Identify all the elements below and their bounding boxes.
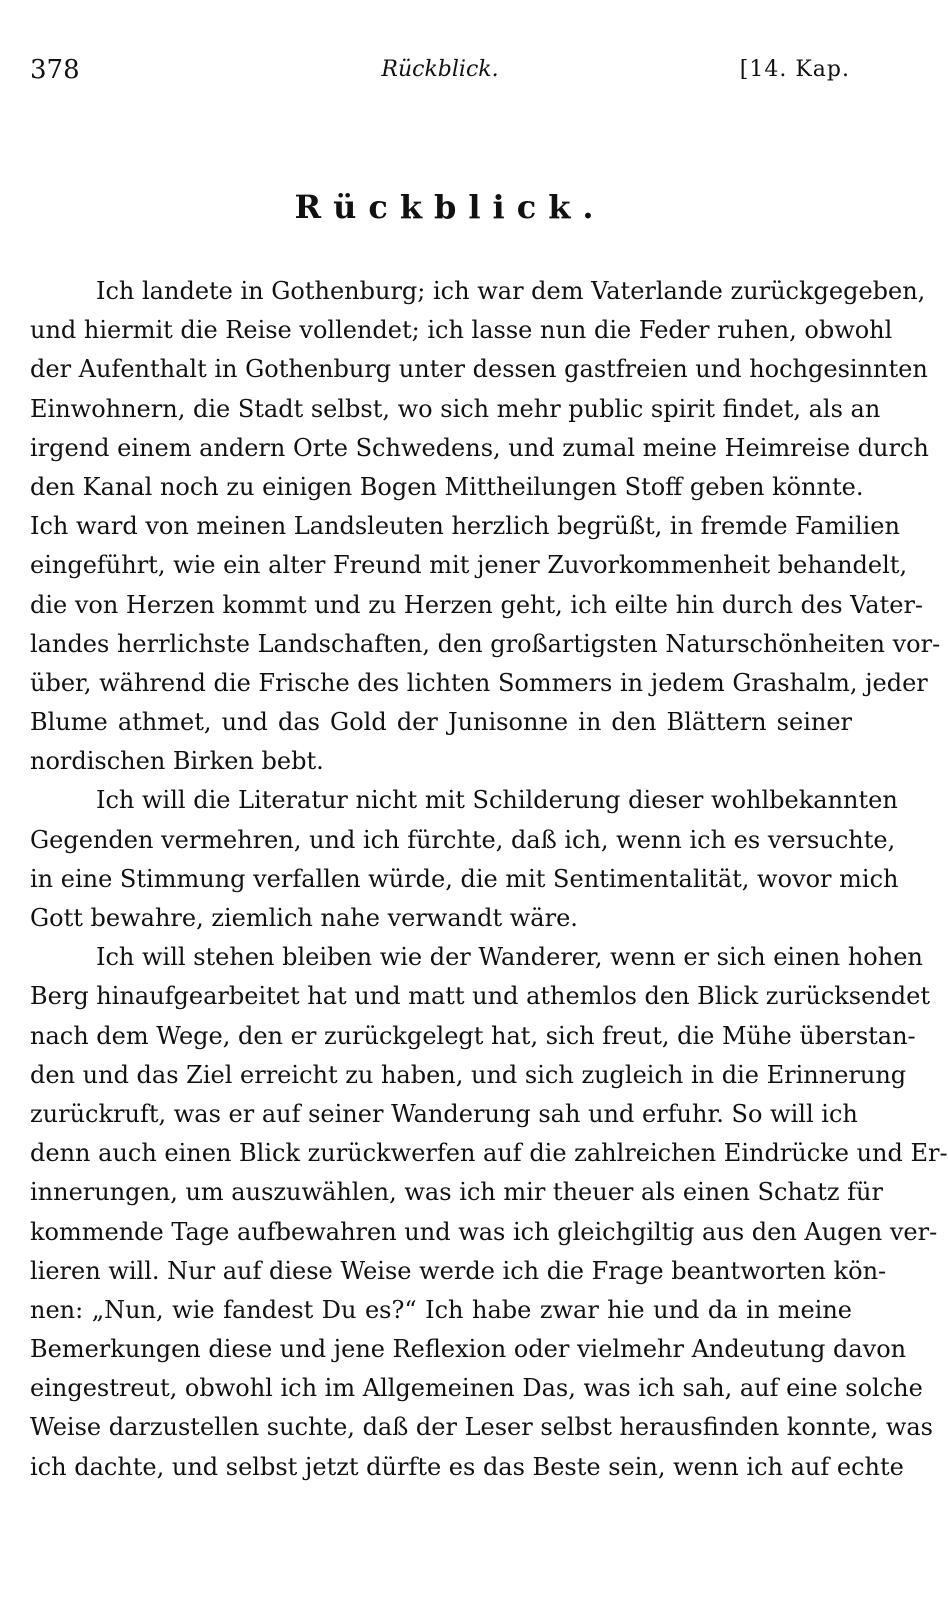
page-number: 378 (30, 55, 80, 85)
text-line: Gott bewahre, ziemlich nahe verwandt wäre. (30, 904, 578, 932)
text-line: kommende Tage aufbewahren und was ich gleichgiltig aus den Augen ver- (30, 1217, 938, 1246)
text-line: der Aufenthalt in Gothenburg unter dessen gastfreien und hochgesinnten (30, 355, 928, 384)
running-title: Rückblick. (381, 57, 499, 82)
text-line: und hiermit die Reise vollendet; ich lasse nun die Feder ruhen, obwohl (30, 316, 893, 345)
text-line: innerungen, um auszuwählen, was ich mir theuer als einen Schatz für (30, 1178, 883, 1207)
text-line: nordischen Birken bebt. (30, 747, 324, 776)
text-line: Bemerkungen diese und jene Reflexion oder vielmehr Andeutung davon (30, 1335, 907, 1364)
text-line: Berg hinaufgearbeitet hat und matt und athemlos den Blick zurücksendet (30, 982, 930, 1011)
text-line: Ich landete in Gothenburg; ich war dem Vaterlande zurückgegeben, (96, 277, 926, 305)
text-line: über, während die Frische des lichten Sommers in jedem Grashalm, jeder (30, 668, 928, 697)
text-line: zurückruft, was er auf seiner Wanderung sah und erfuhr. So will ich (30, 1099, 858, 1128)
text-line: landes herrlichste Landschaften, den großartigsten Naturschönheiten vor- (30, 629, 941, 658)
text-line: Gegenden vermehren, und ich fürchte, daß ich, wenn ich es versuchte, (30, 825, 896, 854)
text-line: irgend einem andern Orte Schwedens, und zumal meine Heimreise durch (30, 433, 929, 462)
text-line: nach dem Wege, den er zurückgelegt hat, sich freut, die Mühe überstan- (30, 1021, 916, 1050)
text-line: eingestreut, obwohl ich im Allgemeinen Das, was ich sah, auf eine solche (30, 1374, 923, 1403)
text-line: lieren will. Nur auf diese Weise werde ich die Frage beantworten kön- (30, 1256, 887, 1285)
text-line: den und das Ziel erreicht zu haben, und sich zugleich in die Erinnerung (30, 1060, 907, 1089)
text-line: Ich will die Literatur nicht mit Schilderung dieser wohlbekannten (96, 786, 898, 815)
text-line: in eine Stimmung verfallen würde, die mit Sentimentalität, wovor mich (30, 864, 899, 893)
text-line: denn auch einen Blick zurückwerfen auf die zahlreichen Eindrücke und Er- (30, 1139, 948, 1168)
text-line: Weise darzustellen suchte, daß der Leser selbst herausfinden konnte, was (30, 1413, 933, 1442)
section-heading: Rückblick. (294, 188, 606, 226)
text-line: Ich ward von meinen Landsleuten herzlich begrüßt, in fremde Familien (30, 512, 900, 541)
text-line: Ich will stehen bleiben wie der Wanderer, wenn er sich einen hohen (96, 943, 923, 972)
text-line: die von Herzen kommt und zu Herzen geht, ich eilte hin durch des Vater- (30, 590, 924, 619)
text-line: nen: „Nun, wie fandest Du es?“ Ich habe zwar hie und da in meine (30, 1295, 852, 1324)
text-line: den Kanal noch zu einigen Bogen Mittheilungen Stoff geben könnte. (30, 472, 864, 501)
chapter-reference: [14. Kap. (739, 57, 850, 82)
text-line: Blume athmet, und das Gold der Junisonne in den Blättern seiner (30, 708, 852, 737)
paragraph-2 (30, 781, 899, 938)
text-line: ich dachte, und selbst jetzt dürfte es das Beste sein, wenn ich auf echte (30, 1452, 904, 1481)
paragraph-3 (30, 938, 948, 1487)
text-line: Einwohnern, die Stadt selbst, wo sich mehr public spirit findet, als an (30, 394, 881, 423)
body-text (30, 272, 948, 1487)
text-line: eingeführt, wie ein alter Freund mit jener Zuvorkommenheit behandelt, (30, 551, 908, 580)
running-head (30, 50, 850, 90)
paragraph-1 (30, 272, 941, 781)
